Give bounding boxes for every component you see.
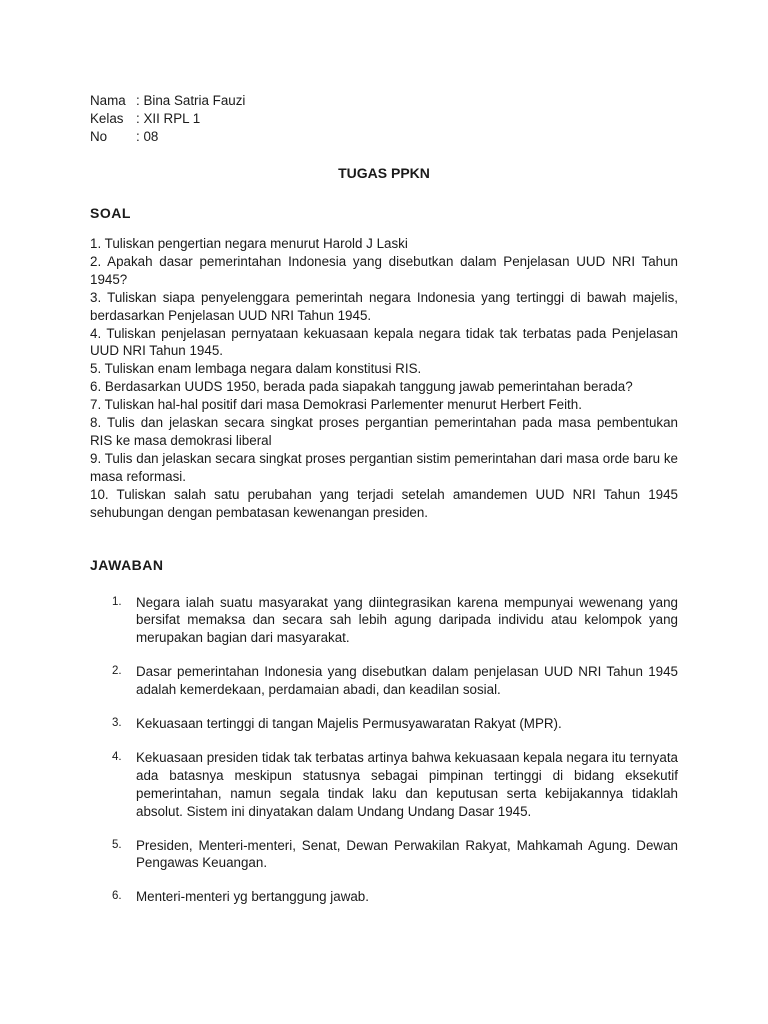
soal-heading: SOAL bbox=[90, 205, 131, 221]
jawaban-item bbox=[90, 715, 678, 733]
info-row-no bbox=[90, 128, 678, 146]
jawaban-text: Negara ialah suatu masyarakat yang diintegrasikan karena mempunyai wewenang yang bersifat memaksa dan secara sah lebih agung daripada individu atau kelompok yang merupakan bagian dari masyarakat. bbox=[136, 594, 678, 646]
info-row-nama bbox=[90, 92, 678, 110]
soal-item: 4. Tuliskan penjelasan pernyataan kekuasaan kepala negara tidak tak terbatas pada Penjelasan UUD NRI Tahun 1945. bbox=[90, 325, 678, 359]
info-value: : Bina Satria Fauzi bbox=[136, 93, 246, 108]
document-page bbox=[90, 92, 678, 922]
soal-item: 2. Apakah dasar pemerintahan Indonesia yang disebutkan dalam Penjelasan UUD NRI Tahun 1945? bbox=[90, 253, 678, 287]
soal-item: 6. Berdasarkan UUDS 1950, berada pada siapakah tanggung jawab pemerintahan berada? bbox=[90, 379, 633, 395]
jawaban-text: Dasar pemerintahan Indonesia yang disebutkan dalam penjelasan UUD NRI Tahun 1945 adalah kemerdekaan, perdamaian abadi, dan keadilan sosial. bbox=[136, 664, 678, 698]
soal-item: 7. Tuliskan hal-hal positif dari masa Demokrasi Parlementer menurut Herbert Feith. bbox=[90, 397, 582, 413]
info-label: Kelas bbox=[90, 111, 124, 126]
jawaban-text: Menteri-menteri yg bertanggung jawab. bbox=[136, 889, 369, 905]
jawaban-text: Presiden, Menteri-menteri, Senat, Dewan Perwakilan Rakyat, Mahkamah Agung. Dewan Pengawas Keuangan. bbox=[136, 837, 678, 871]
soal-item: 5. Tuliskan enam lembaga negara dalam konstitusi RIS. bbox=[90, 361, 422, 377]
jawaban-heading: JAWABAN bbox=[90, 556, 164, 573]
document-title: TUGAS PPKN bbox=[338, 165, 430, 181]
jawaban-number: 4. bbox=[112, 750, 122, 763]
jawaban-item bbox=[90, 663, 678, 699]
soal-item: 1. Tuliskan pengertian negara menurut Harold J Laski bbox=[90, 236, 408, 251]
jawaban-number: 1. bbox=[112, 595, 122, 608]
soal-item: 3. Tuliskan siapa penyelenggara pemerintah negara Indonesia yang tertinggi di bawah majelis, berdasarkan Penjelasan UUD NRI Tahun 1945. bbox=[90, 289, 678, 323]
jawaban-item bbox=[90, 837, 678, 873]
jawaban-text: Kekuasaan presiden tidak tak terbatas artinya bahwa kekuasaan kepala negara itu ternyata ada batasnya meskipun statusnya sebagai pimpinan tertinggi di bidang eksekutif pemerintahan, namun segala tindak laku dan keputusan serta kebijakannya tidaklah absolut. Sistem ini dinyatakan dalam Undang Undang Dasar 1945. bbox=[136, 749, 678, 819]
soal-item: 8. Tulis dan jelaskan secara singkat proses pergantian pemerintahan pada masa pembentukan RIS ke masa demokrasi liberal bbox=[90, 415, 678, 448]
soal-list bbox=[90, 235, 678, 522]
jawaban-number: 5. bbox=[112, 838, 122, 851]
jawaban-item bbox=[90, 888, 678, 906]
jawaban-item bbox=[90, 594, 678, 648]
info-row-kelas bbox=[90, 110, 678, 128]
soal-item: 10. Tuliskan salah satu perubahan yang terjadi setelah amandemen UUD NRI Tahun 1945 sehubungan dengan pembatasan kewenangan presiden. bbox=[90, 486, 678, 520]
jawaban-number: 6. bbox=[112, 890, 122, 903]
jawaban-number: 2. bbox=[112, 665, 122, 678]
info-label: Nama bbox=[90, 93, 126, 108]
jawaban-text: Kekuasaan tertinggi di tangan Majelis Permusyawaratan Rakyat (MPR). bbox=[136, 716, 562, 732]
info-value: : 08 bbox=[136, 129, 159, 144]
jawaban-number: 3. bbox=[112, 717, 122, 730]
info-label: No bbox=[90, 129, 108, 144]
info-value: : XII RPL 1 bbox=[136, 111, 201, 126]
soal-item: 9. Tulis dan jelaskan secara singkat proses pergantian sistim pemerintahan dari masa orde baru ke masa reformasi. bbox=[90, 450, 678, 484]
student-info bbox=[90, 92, 678, 146]
jawaban-item bbox=[90, 749, 678, 821]
jawaban-list bbox=[90, 594, 678, 907]
